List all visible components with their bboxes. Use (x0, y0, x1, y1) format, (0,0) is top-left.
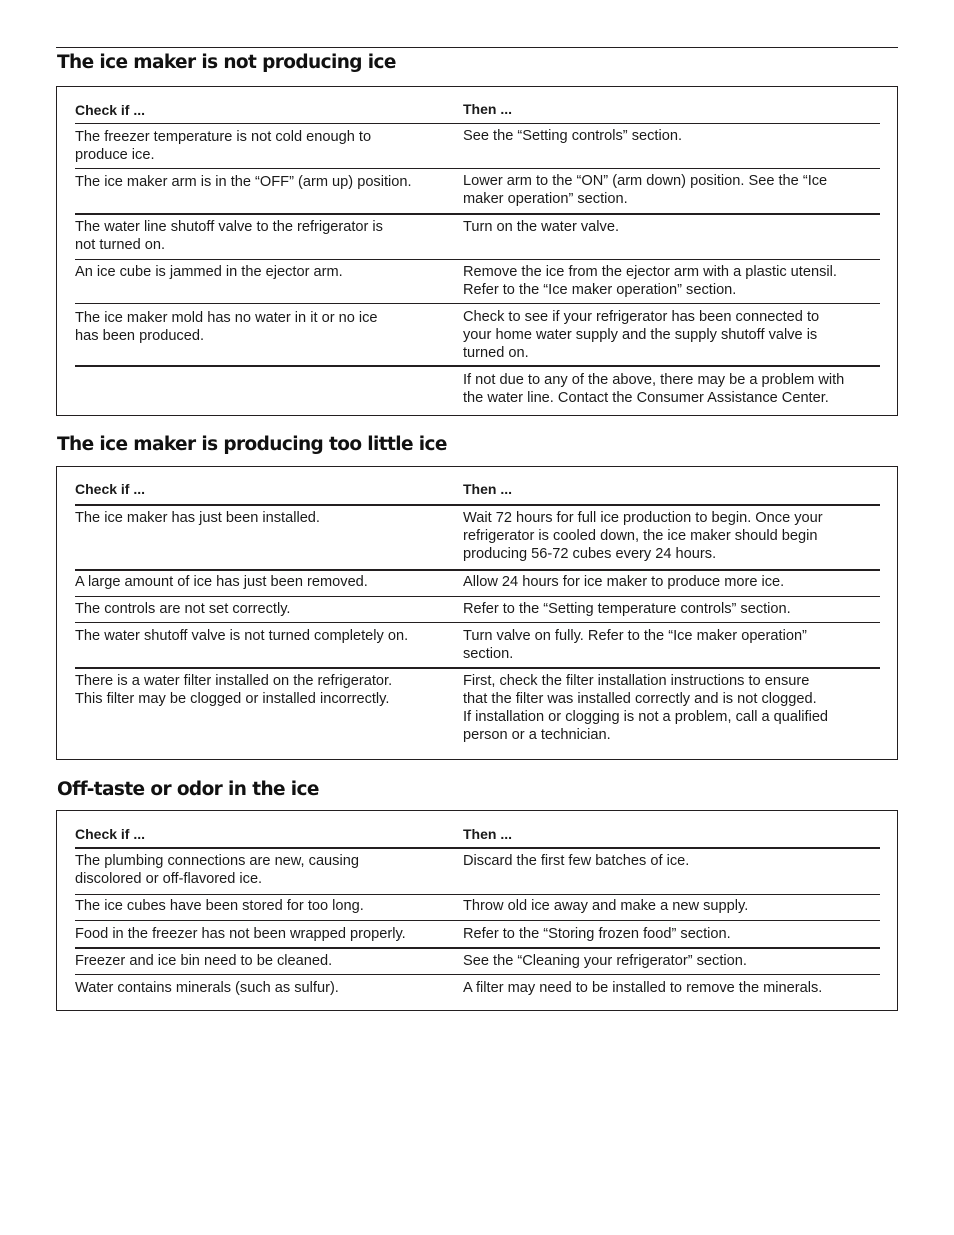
table-row-then: A filter may need to be installed to remove the minerals. (463, 980, 823, 996)
table-row-then: See the “Cleaning your refrigerator” section. (463, 953, 747, 969)
table-row-check: Water contains minerals (such as sulfur). (75, 980, 339, 996)
row-divider (75, 303, 880, 304)
header-check: Check if ... (75, 102, 146, 118)
table-row-then: Check to see if your refrigerator has been connected to your home water supply and the supply shutoff valve is turned on. (463, 309, 820, 361)
table-row-check: The ice maker has just been installed. (75, 510, 320, 526)
row-divider (75, 259, 880, 260)
header-then: Then ... (463, 481, 512, 497)
row-divider (75, 168, 880, 169)
header-rule (75, 847, 880, 849)
table-row-then: Lower arm to the “ON” (arm down) position. See the “Ice maker operation” section. (463, 173, 828, 207)
section-title-off-taste: Off-taste or odor in the ice (57, 779, 319, 800)
row-divider (75, 569, 880, 571)
table-row-then: If not due to any of the above, there may be a problem with the water line. Contact the Consumer Assistance Center. (463, 372, 845, 406)
table-row-check: The water line shutoff valve to the refrigerator is not turned on. (75, 219, 383, 253)
table-row-check: An ice cube is jammed in the ejector arm. (75, 264, 343, 280)
header-check: Check if ... (75, 826, 146, 842)
row-divider (75, 894, 880, 895)
table-row-then: Throw old ice away and make a new supply. (463, 898, 749, 914)
table-row-check: Food in the freezer has not been wrapped properly. (75, 926, 406, 942)
table-not-producing (56, 86, 898, 416)
header-check: Check if ... (75, 481, 146, 497)
table-too-little (56, 466, 898, 760)
row-divider (75, 365, 880, 367)
table-row-then: Refer to the “Storing frozen food” section. (463, 926, 731, 942)
section-title-too-little: The ice maker is producing too little ice (57, 434, 447, 455)
row-divider (75, 667, 880, 669)
table-row-check: Freezer and ice bin need to be cleaned. (75, 953, 333, 969)
table-row-check: The ice maker arm is in the “OFF” (arm up) position. (75, 174, 412, 190)
row-divider (75, 596, 880, 597)
row-divider (75, 920, 880, 921)
header-rule (75, 123, 880, 124)
table-off-taste (56, 810, 898, 1011)
table-row-check: The freezer temperature is not cold enough to produce ice. (75, 129, 372, 163)
section-title-not-producing: The ice maker is not producing ice (57, 52, 396, 73)
table-row-then: Turn valve on fully. Refer to the “Ice maker operation” section. (463, 628, 807, 662)
table-row-then: Refer to the “Setting temperature controls” section. (463, 601, 791, 617)
table-row-check: The plumbing connections are new, causing discolored or off-flavored ice. (75, 853, 359, 887)
table-row-then: First, check the filter installation instructions to ensure that the filter was installed correctly and is not clogged. If installation or clogging is not a problem, call a qualified person or a technician. (463, 673, 829, 743)
row-divider (75, 974, 880, 975)
header-then: Then ... (463, 826, 512, 842)
table-row-then: Wait 72 hours for full ice production to begin. Once your refrigerator is cooled down, the ice maker should begin producing 56-72 cubes every 24 hours. (463, 510, 823, 562)
header-then: Then ... (463, 101, 512, 117)
table-row-then: Turn on the water valve. (463, 219, 620, 235)
table-row-then: Allow 24 hours for ice maker to produce more ice. (463, 574, 785, 590)
row-divider (75, 622, 880, 623)
table-row-check: The ice cubes have been stored for too long. (75, 898, 364, 914)
header-rule (75, 504, 880, 506)
row-divider (75, 947, 880, 949)
table-row-then: Remove the ice from the ejector arm with a plastic utensil. Refer to the “Ice maker operation” section. (463, 264, 837, 298)
table-row-check: The ice maker mold has no water in it or no ice has been produced. (75, 310, 378, 344)
table-row-then: Discard the first few batches of ice. (463, 853, 690, 869)
table-row-check: The water shutoff valve is not turned completely on. (75, 628, 409, 644)
table-row-check: There is a water filter installed on the refrigerator. This filter may be clogged or installed incorrectly. (75, 673, 393, 707)
table-row-check: The controls are not set correctly. (75, 601, 291, 617)
table-row-check: A large amount of ice has just been removed. (75, 574, 368, 590)
table-row-then: See the “Setting controls” section. (463, 128, 683, 144)
top-rule (56, 47, 898, 48)
row-divider (75, 213, 880, 215)
